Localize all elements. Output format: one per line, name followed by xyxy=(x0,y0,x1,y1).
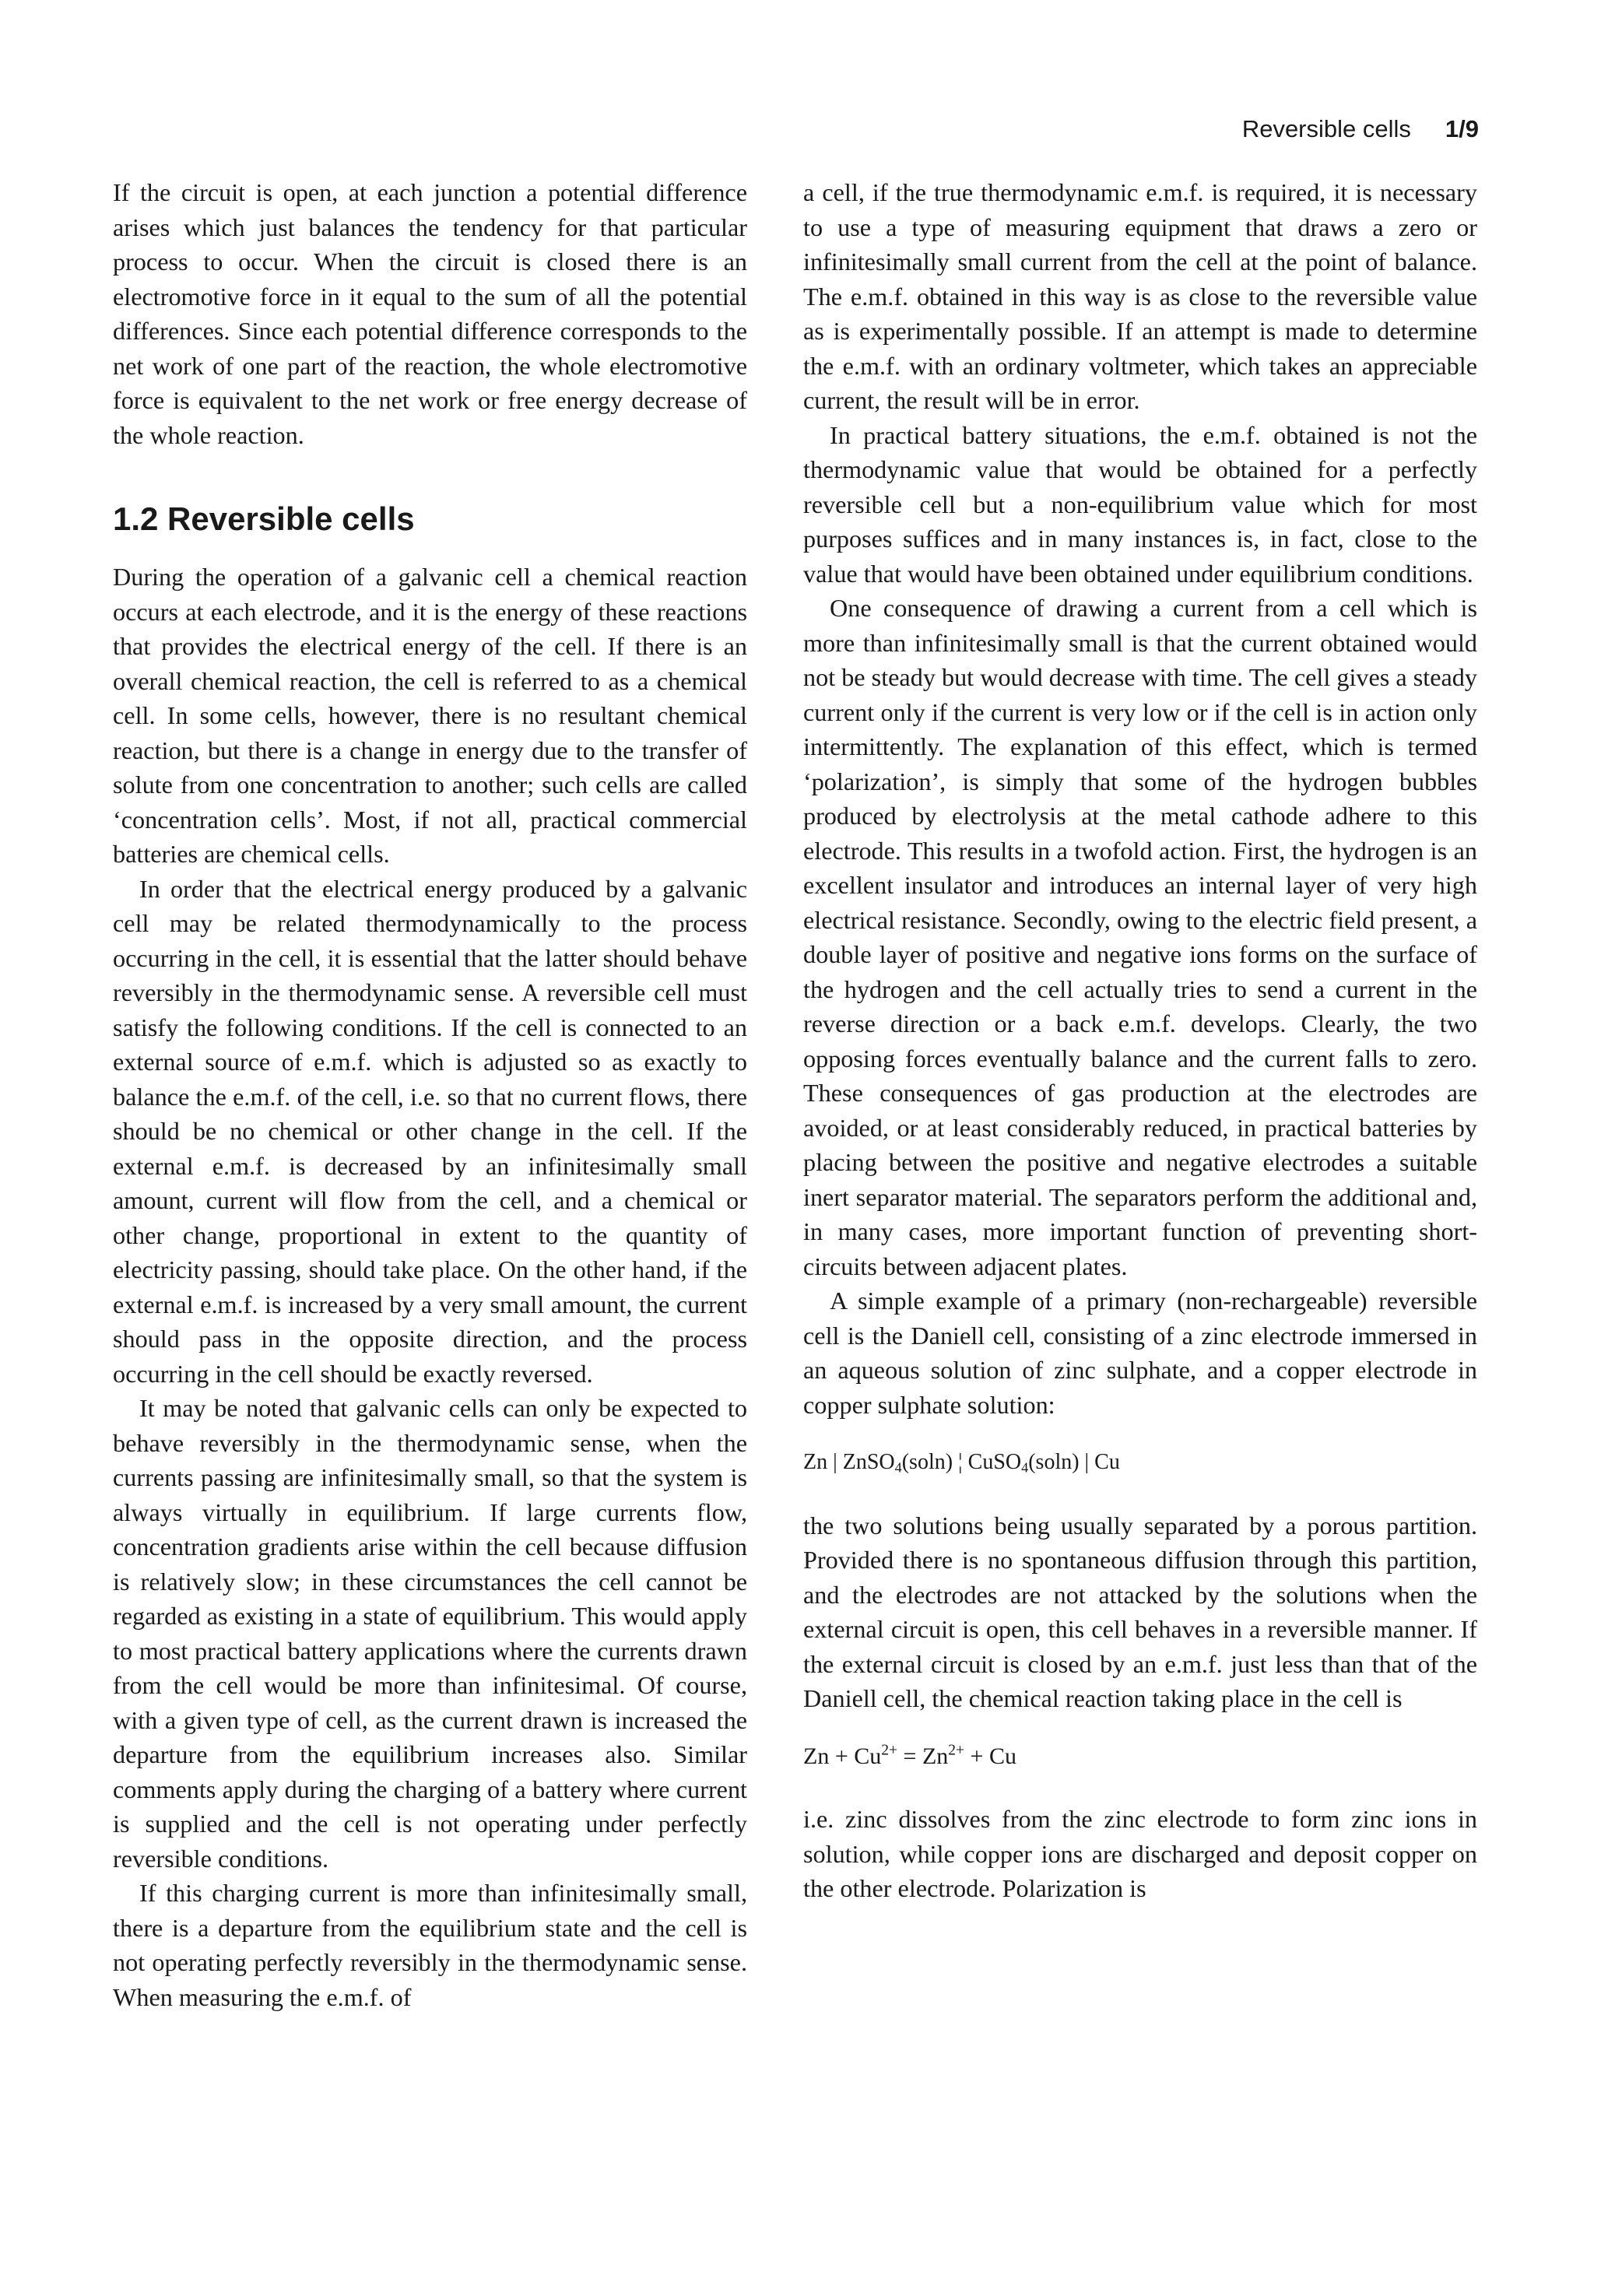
paragraph: If this charging current is more than infinitesimally small, there is a departure from the equilibrium state and the cell is not operating perfectly reversibly in the thermodynamic sense. When measuring the e.m.f. of xyxy=(113,1879,747,2011)
cell-notation-znso4: ZnSO xyxy=(842,1450,895,1474)
reaction-term: Zn xyxy=(922,1743,949,1769)
right-column xyxy=(803,175,1477,1906)
cell-notation-cuso4-subscript: 4 xyxy=(1021,1459,1029,1476)
cell-notation xyxy=(803,1445,1477,1480)
reaction-charge: 2+ xyxy=(948,1741,965,1758)
left-column xyxy=(113,175,747,2014)
cell-notation-znso4-subscript: 4 xyxy=(894,1459,902,1476)
cell-notation-cuso4: CuSO xyxy=(967,1450,1022,1474)
reaction-term: Cu xyxy=(988,1743,1016,1769)
reaction-operator: + xyxy=(970,1743,984,1769)
cell-notation-cuso4-state: (soln) xyxy=(1028,1450,1080,1474)
paragraph: In practical battery situations, the e.m.f. obtained is not the thermodynamic value that would be obtained for a perfectly reversible cell but a non-equilibrium value which for most purposes suffices and in many instances is, in fact, close to the value that would have been obtained under equilibrium conditions. xyxy=(803,420,1477,588)
cell-notation-cathode: Cu xyxy=(1094,1450,1120,1474)
running-header xyxy=(1242,115,1479,143)
reaction-term: Cu xyxy=(854,1743,882,1769)
reaction-equals: = xyxy=(903,1743,917,1769)
cell-notation-znso4-state: (soln) xyxy=(901,1450,953,1474)
paragraph: If the circuit is open, at each junction a potential difference arises which just balances the tendency for that particular process to occur. When the circuit is closed there is an electromotive force in it equal to the sum of all the potential differences. Since each potential difference corresponds to the net work of one part of the reaction, the whole electromotive force is equivalent to the net work or free energy decrease of the whole reaction. xyxy=(113,178,747,449)
paragraph: In order that the electrical energy produced by a galvanic cell may be related thermodynamically to the process occurring in the cell, it is essential that the latter should behave reversibly in the thermodynamic sense. A reversible cell must satisfy the following conditions. If the cell is connected to an external source of e.m.f. which is adjusted so as exactly to balance the e.m.f. of the cell, i.e. so that no current flows, there should be no chemical or other change in the cell. If the external e.m.f. is decreased by an infinitesimally small amount, current will flow from the cell, and a chemical or other change, proportional in extent to the quantity of electricity passing, should take place. On the other hand, if the external e.m.f. is increased by a very small amount, the current should pass in the opposite direction, and the process occurring in the cell should be exactly reversed. xyxy=(113,874,747,1388)
cell-notation-separator: | xyxy=(833,1450,837,1474)
cell-notation-porous-partition: ¦ xyxy=(958,1450,963,1474)
reaction-equation xyxy=(803,1740,1477,1775)
reaction-operator: + xyxy=(834,1743,848,1769)
paragraph: i.e. zinc dissolves from the zinc electrode to form zinc ions in solution, while copper ions are discharged and deposit copper on the other electrode. Polarization is xyxy=(803,1805,1477,1902)
reaction-charge: 2+ xyxy=(881,1741,898,1758)
running-header-title: Reversible cells xyxy=(1241,115,1411,142)
section-heading: 1.2 Reversible cells xyxy=(113,500,415,537)
paragraph: It may be noted that galvanic cells can only be expected to behave reversibly in the thermodynamic sense, when the currents passing are infinitesimally small, so that the system is always virtually in equilibrium. If large currents flow, concentration gradients arise within the cell because diffusion is relatively slow; in these circumstances the cell cannot be regarded as existing in a state of equilibrium. This would apply to most practical battery applications where the currents drawn from the cell would be more than infinitesimal. Of course, with a given type of cell, as the current drawn is increased the departure from the equilibrium increases also. Similar comments apply during the charging of a battery where current is supplied and the cell is not operating under perfectly reversible conditions. xyxy=(113,1394,747,1873)
page-number: 1/9 xyxy=(1445,115,1479,142)
paragraph: the two solutions being usually separated by a porous partition. Provided there is no spontaneous diffusion through this partition, and the electrodes are not attacked by the solutions when the external circuit is open, this cell behaves in a reversible manner. If the external circuit is closed by an e.m.f. just less than that of the Daniell cell, the chemical reaction taking place in the cell is xyxy=(803,1511,1477,1712)
cell-notation-anode: Zn xyxy=(803,1450,828,1474)
paragraph: One consequence of drawing a current from a cell which is more than infinitesimally small is that the current obtained would not be steady but would decrease with time. The cell gives a steady current only if the current is very low or if the cell is in action only intermittently. The explanation of this effect, which is termed ‘polarization’, is simply that some of the hydrogen bubbles produced by electrolysis at the metal cathode adhere to this electrode. This results in a twofold action. First, the hydrogen is an excellent insulator and introduces an internal layer of very high electrical resistance. Secondly, owing to the electric field present, a double layer of positive and negative ions forms on the surface of the hydrogen and the cell actually tries to send a current in the reverse direction or a back e.m.f. develops. Clearly, the two opposing forces eventually balance and the current falls to zero. These consequences of gas production at the electrodes are avoided, or at least considerably reduced, in practical batteries by placing between the positive and negative electrodes a suitable inert separator material. The separators perform the additional and, in many cases, more important function of preventing short-circuits between adjacent plates. xyxy=(803,594,1477,1280)
paragraph: A simple example of a primary (non-rechargeable) reversible cell is the Daniell cell, consisting of a zinc electrode immersed in an aqueous solution of zinc sulphate, and a copper electrode in copper sulphate solution: xyxy=(803,1287,1477,1419)
cell-notation-separator: | xyxy=(1084,1450,1090,1474)
paragraph: a cell, if the true thermodynamic e.m.f. is required, it is necessary to use a type of measuring equipment that draws a zero or infinitesimally small current from the cell at the point of balance. The e.m.f. obtained in this way is as close to the reversible value as is experimentally possible. If an attempt is made to determine the e.m.f. with an ordinary voltmeter, which takes an appreciable current, the result will be in error. xyxy=(803,178,1477,414)
paragraph: During the operation of a galvanic cell a chemical reaction occurs at each electrode, and it is the energy of these reactions that provides the electrical energy of the cell. If there is an overall chemical reaction, the cell is referred to as a chemical cell. In some cells, however, there is no resultant chemical reaction, but there is a change in energy due to the transfer of solute from one concentration to another; such cells are called ‘concentration cells’. Most, if not all, practical commercial batteries are chemical cells. xyxy=(113,563,747,868)
reaction-term: Zn xyxy=(803,1743,830,1769)
